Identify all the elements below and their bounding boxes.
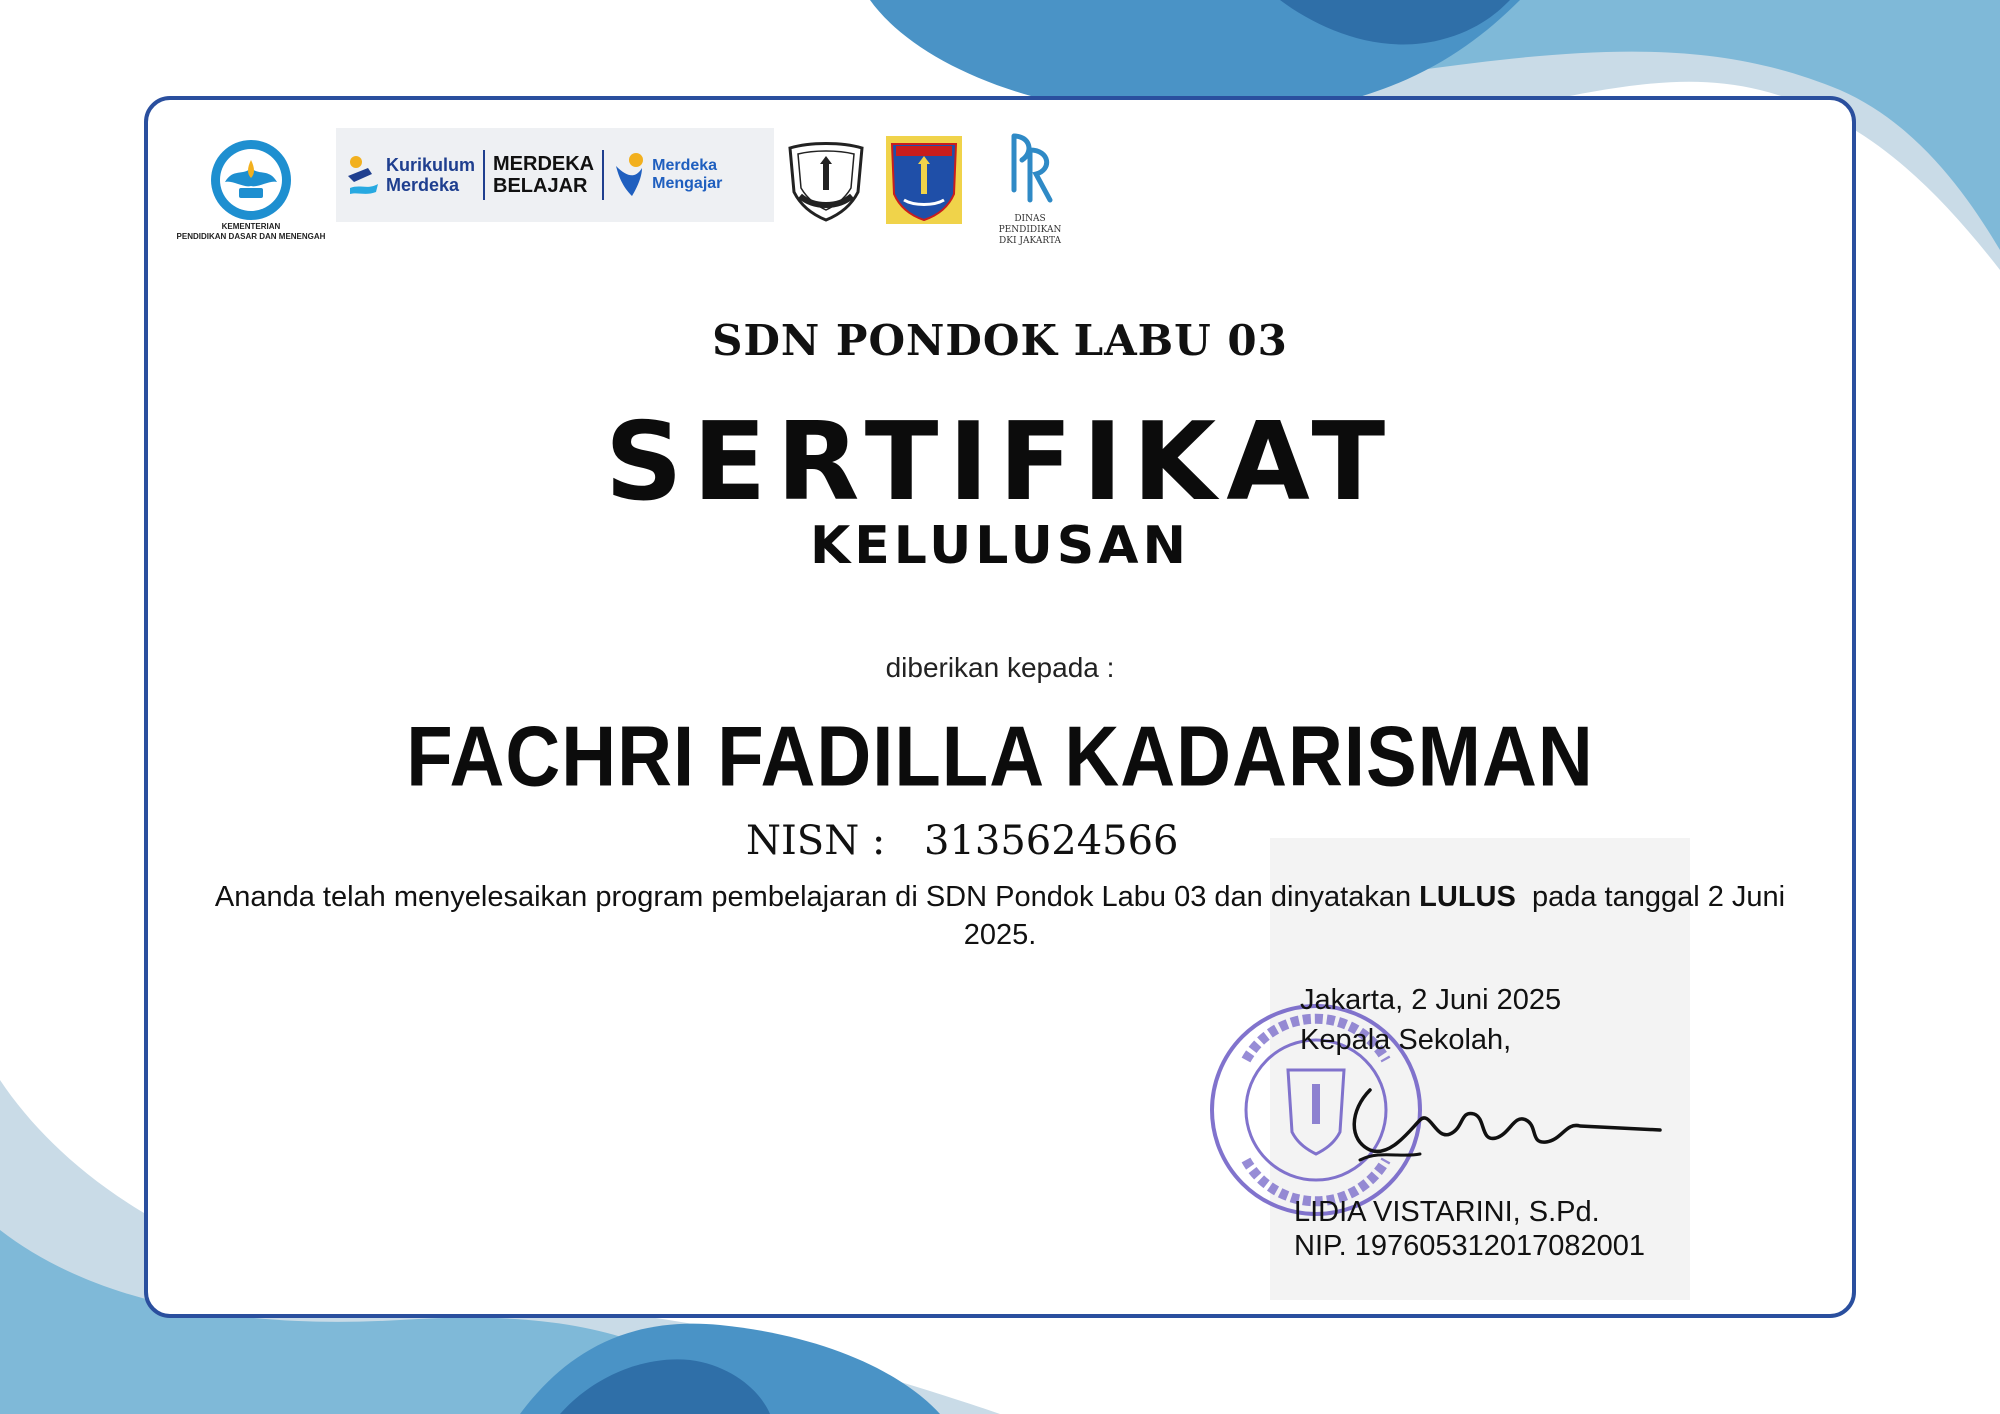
nisn-value: 3135624566 [924,818,1179,864]
handwritten-signature [1340,1070,1670,1190]
merdeka-mengajar-line2: Mengajar [652,175,723,192]
merdeka-mengajar-logo [612,152,722,198]
signature-place-date: Jakarta, 2 Juni 2025 [1300,984,1562,1016]
nisn-label: NISN : [746,818,886,864]
ministry-caption-line1: KEMENTERIAN [221,222,281,231]
strip-divider [602,150,604,200]
recipient-name: FACHRI FADILLA KADARISMAN [406,709,1594,805]
nisn-line [746,818,1179,864]
statement-before: Ananda telah menyelesaikan program pembelajaran di SDN Pondok Labu 03 dan dinyatakan [214,881,1420,913]
kurikulum-line1: Kurikulum [386,155,476,175]
merdeka-mengajar-line1: Merdeka [652,157,718,174]
jakarta-crest-icon [884,134,964,226]
strip-divider [483,150,485,200]
signer-name: LIDIA VISTARINI, S.Pd. [1294,1196,1600,1228]
dinas-pendidikan-icon [1000,130,1060,210]
dinas-caption-line1: DINAS PENDIDIKAN [998,214,1062,235]
statement-lulus: LULUS [1419,881,1516,913]
merdeka-belajar-line2: BELAJAR [493,175,588,197]
signature-position: Kepala Sekolah, [1300,1024,1512,1056]
kurikulum-merdeka-logo [346,154,475,196]
tut-wuri-handayani-icon [209,138,293,222]
kurikulum-merdeka-icon [346,154,380,196]
dinas-pendidikan-logo [982,130,1078,247]
signer-nip: NIP. 197605312017082001 [1294,1230,1646,1262]
ministry-caption-line2: PENDIDIKAN DASAR DAN MENENGAH [176,232,326,241]
given-to-label: diberikan kepada : [885,652,1115,683]
certificate-subtitle: KELULUSAN [809,516,1191,576]
ministry-logo [168,138,334,242]
dinas-caption-line2: DKI JAKARTA [999,236,1061,246]
certificate-title: SERTIFIKAT [604,400,1396,525]
school-name: SDN PONDOK LABU 03 [712,316,1288,365]
kurikulum-line2: Merdeka [386,175,460,195]
merdeka-logos-strip [336,128,774,222]
merdeka-belajar-line1: MERDEKA [493,153,595,175]
logo-row [0,128,2000,258]
statement-after: pada tanggal 2 Juni 2025. [963,881,1794,951]
graduation-statement [200,878,1800,954]
school-crest-icon [786,138,866,222]
merdeka-mengajar-icon [612,152,646,198]
merdeka-belajar-logo [493,153,594,197]
